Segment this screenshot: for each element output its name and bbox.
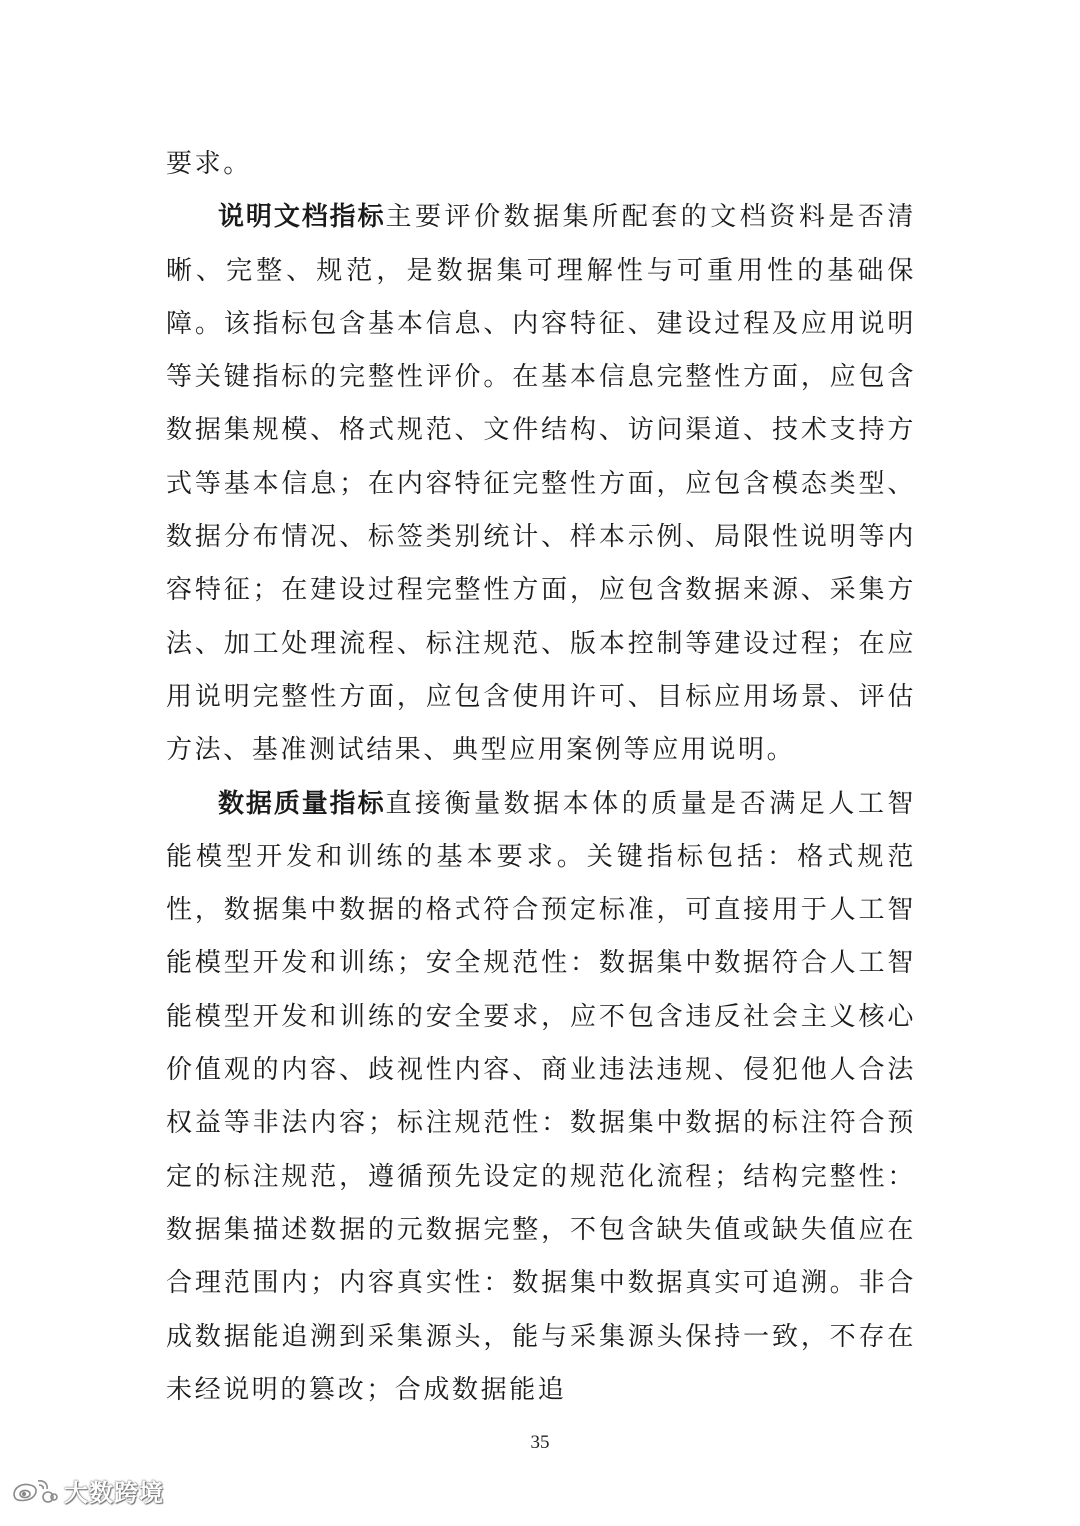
paragraph-text: 主要评价数据集所配套的文档资料是否清晰、完整、规范，是数据集可理解性与可重用性的基础保障。该指标包含基本信息、内容特征、建设过程及应用说明等关键指标的完整性评价。在基本信息完整性方面，应包含数据集规模、格式规范、文件结构、访问渠道、技术支持方式等基本信息；在内容特征完整性方面，应包含模态类型、数据分布情况、标签类别统计、样本示例、局限性说明等内容特征；在建设过程完整性方面，应包含数据来源、采集方法、加工处理流程、标注规范、版本控制等建设过程；在应用说明完整性方面，应包含使用许可、目标应用场景、评估方法、基准测试结果、典型应用案例等应用说明。 [166,202,916,766]
paragraph-documentation-metrics [166,191,916,777]
watermark [10,1470,164,1510]
body-text [166,138,916,1417]
weibo-logo-icon [10,1475,58,1505]
continuation-paragraph: 要求。 [166,149,252,179]
paragraph-heading: 数据质量指标 [218,788,386,819]
watermark-text: 大数跨境 [64,1478,164,1507]
paragraph-data-quality-metrics [166,778,916,1418]
paragraph-text: 直接衡量数据本体的质量是否满足人工智能模型开发和训练的基本要求。关键指标包括：格式规范性，数据集中数据的格式符合预定标准，可直接用于人工智能模型开发和训练；安全规范性：数据集中数据符合人工智能模型开发和训练的安全要求，应不包含违反社会主义核心价值观的内容、歧视性内容、商业违法违规、侵犯他人合法权益等非法内容；标注规范性：数据集中数据的标注符合预定的标注规范，遵循预先设定的规范化流程；结构完整性：数据集描述数据的元数据完整，不包含缺失值或缺失值应在合理范围内；内容真实性：数据集中数据真实可追溯。非合成数据能追溯到采集源头，能与采集源头保持一致，不存在未经说明的篡改；合成数据能追 [166,788,916,1405]
paragraph-heading: 说明文档指标 [218,202,386,233]
page-number: 35 [530,1432,550,1453]
